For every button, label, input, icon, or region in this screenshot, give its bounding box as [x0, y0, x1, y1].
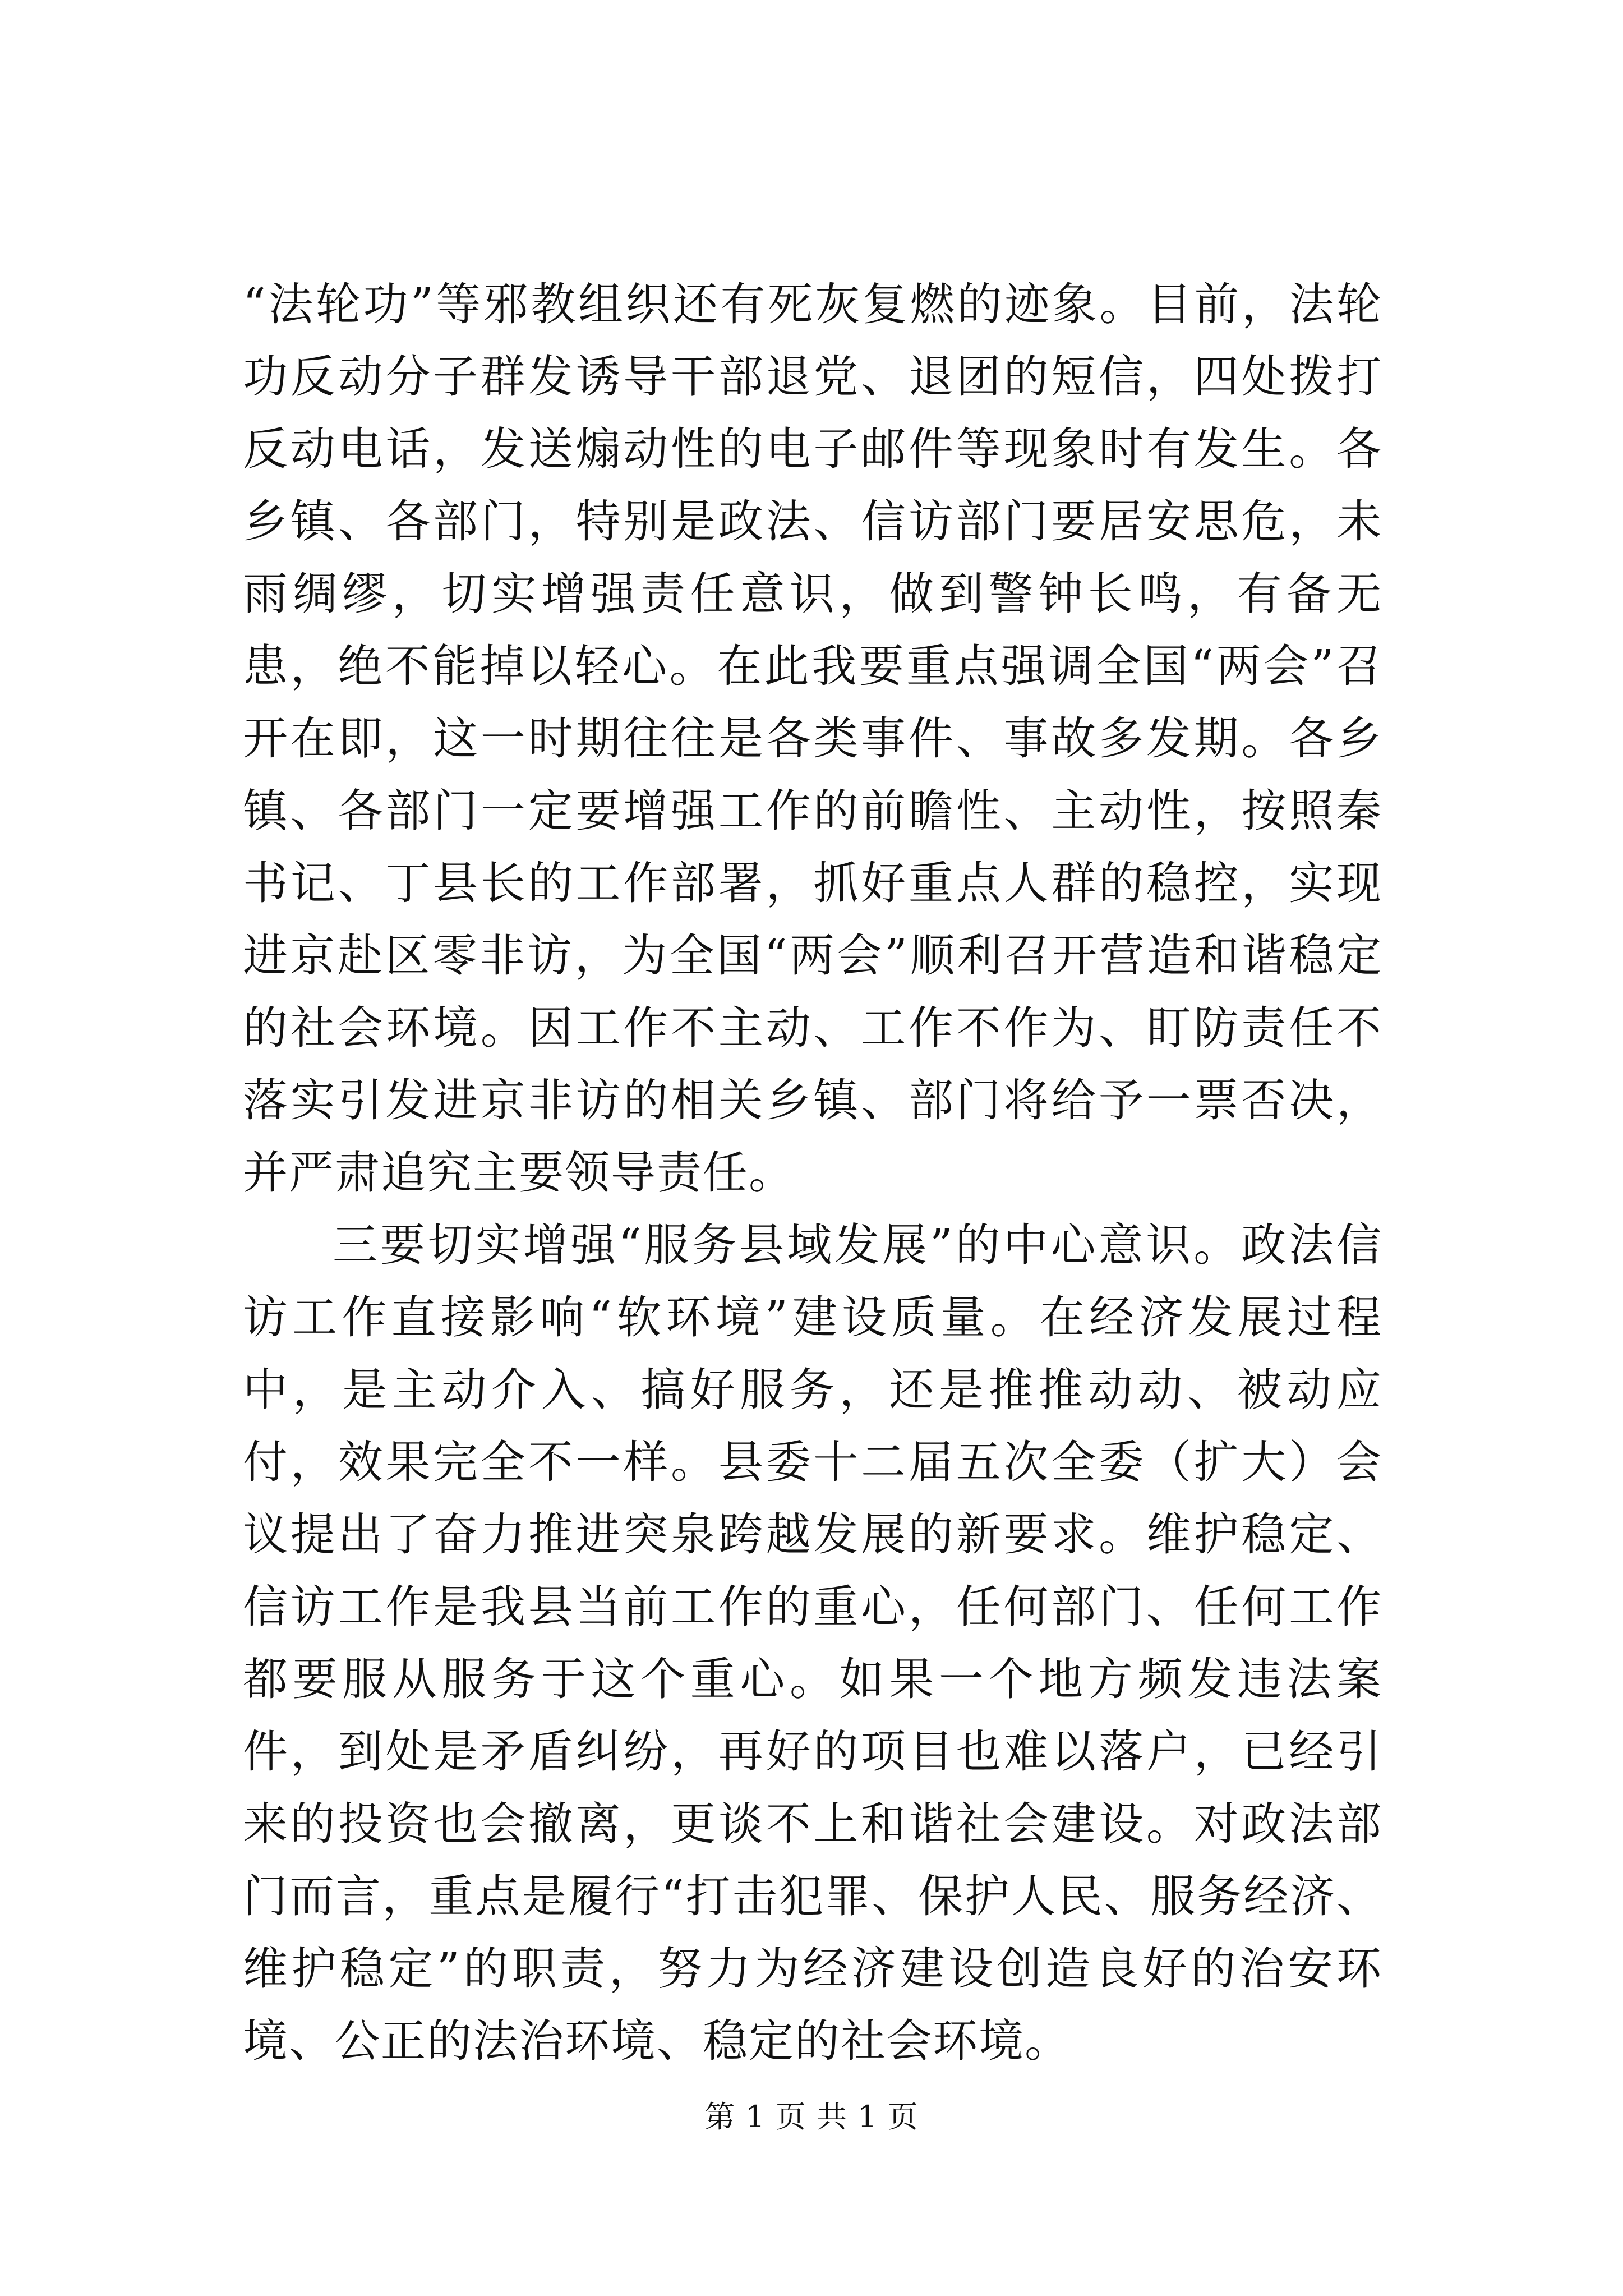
page-footer: 第 1 页 共 1 页 — [704, 2099, 919, 2134]
paragraph-service-development: 三要切实增强“服务县域发展”的中心意识。政法信访工作直接影响“软环境”建设质量。在经济发展过程中，是主动介入、搞好服务，还是推推动动、被动应付，效果完全不一样。县委十二届五次全委（扩大）会议提出了奋力推进突泉跨越发展的新要求。维护稳定、信访工作是我县当前工作的重心，任何部门、任何工作都要服从服务于这个重心。如果一个地方频发违法案件，到处是矛盾纠纷，再好的项目也难以落户，已经引来的投资也会撤离，更谈不上和谐社会建设。对政法部门而言，重点是履行“打击犯罪、保护人民、服务经济、维护稳定”的职责，努力为经济建设创造良好的治安环境、公正的法治环境、稳定的社会环境。 — [243, 1219, 1382, 2067]
document-body — [243, 268, 1382, 2077]
paragraph-continuation: “法轮功”等邪教组织还有死灰复燃的迹象。目前，法轮功反动分子群发诱导干部退党、退团的短信，四处拨打反动电话，发送煽动性的电子邮件等现象时有发生。各乡镇、各部门，特别是政法、信访部门要居安思危，未雨绸缪，切实增强责任意识，做到警钟长鸣，有备无患，绝不能掉以轻心。在此我要重点强调全国“两会”召开在即，这一时期往往是各类事件、事故多发期。各乡镇、各部门一定要增强工作的前瞻性、主动性，按照秦书记、丁县长的工作部署，抓好重点人群的稳控，实现进京赴区零非访，为全国“两会”顺利召开营造和谐稳定的社会环境。因工作不主动、工作不作为、盯防责任不落实引发进京非访的相关乡镇、部门将给予一票否决，并严肃追究主要领导责任。 — [243, 278, 1382, 1199]
